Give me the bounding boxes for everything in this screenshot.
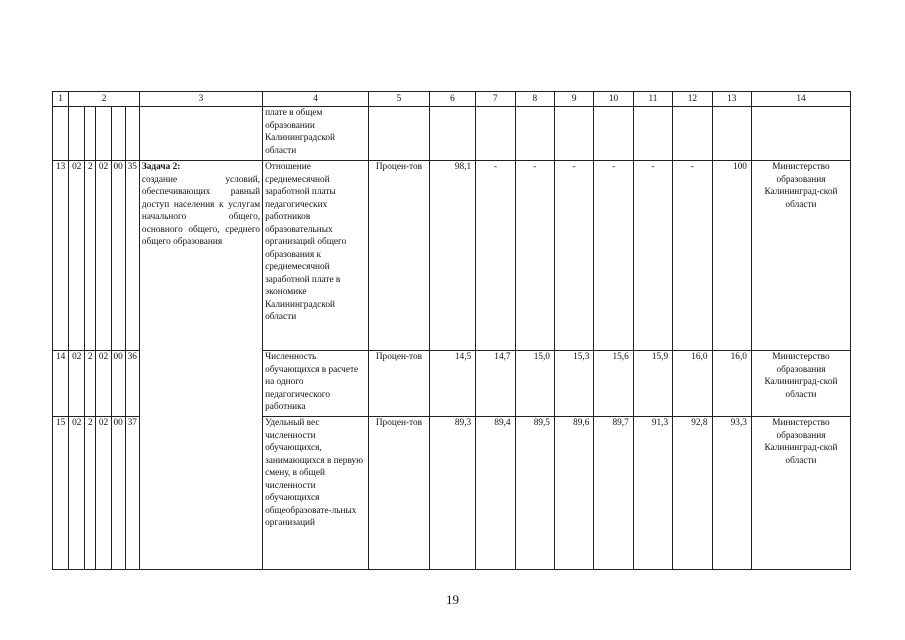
value-cell: 92,8 xyxy=(673,417,712,570)
code-cell: 37 xyxy=(125,417,139,570)
indicator-cell: Удельный вес численности обучающихся, занимающихся в первую смену, в общей численности обучающихся общеобразовате-льных организаций xyxy=(263,417,369,570)
value-cell: 89,7 xyxy=(594,417,633,570)
indicators-table xyxy=(52,91,851,570)
indicator-cell: Численность обучающихся в расчете на одного педагогического работника xyxy=(263,351,369,417)
value-cell: - xyxy=(673,161,712,351)
value-cell: 91,3 xyxy=(633,417,672,570)
code-cell: 36 xyxy=(125,351,139,417)
value-cell: 16,0 xyxy=(673,351,712,417)
value-cell: 15,6 xyxy=(594,351,633,417)
value-cell: 89,5 xyxy=(515,417,554,570)
value-cell: 93,3 xyxy=(712,417,751,570)
value-cell: - xyxy=(476,161,515,351)
code-cell: 00 xyxy=(111,161,125,351)
unit-cell: Процен-тов xyxy=(369,351,430,417)
indicator-cell: плате в общем образовании Калининградской области xyxy=(263,107,369,161)
header-cell: 14 xyxy=(751,92,850,107)
header-cell: 13 xyxy=(712,92,751,107)
header-cell: 1 xyxy=(53,92,69,107)
code-cell: 2 xyxy=(85,351,96,417)
code-cell: 02 xyxy=(96,351,111,417)
code-cell: 00 xyxy=(111,351,125,417)
value-cell: - xyxy=(554,161,593,351)
header-cell: 8 xyxy=(515,92,554,107)
code-cell: 02 xyxy=(96,417,111,570)
value-cell: - xyxy=(515,161,554,351)
value-cell: 98,1 xyxy=(429,161,475,351)
value-cell: - xyxy=(594,161,633,351)
value-cell: 15,0 xyxy=(515,351,554,417)
value-cell: 15,3 xyxy=(554,351,593,417)
header-row xyxy=(53,92,851,107)
header-cell: 10 xyxy=(594,92,633,107)
header-cell: 3 xyxy=(139,92,262,107)
code-cell: 02 xyxy=(69,161,85,351)
value-cell: 89,6 xyxy=(554,417,593,570)
code-cell: 2 xyxy=(85,161,96,351)
unit-cell: Процен-тов xyxy=(369,161,430,351)
code-cell: 2 xyxy=(85,417,96,570)
value-cell: - xyxy=(633,161,672,351)
row-number: 14 xyxy=(53,351,69,417)
header-cell: 6 xyxy=(429,92,475,107)
table-row-continuation xyxy=(53,107,851,161)
value-cell: 89,3 xyxy=(429,417,475,570)
value-cell: 14,5 xyxy=(429,351,475,417)
task-cell xyxy=(139,161,262,570)
header-cell: 11 xyxy=(633,92,672,107)
ministry-cell: Министерство образования Калининград-ской области xyxy=(751,351,850,417)
ministry-cell: Министерство образования Калининград-ской области xyxy=(751,161,850,351)
value-cell: 100 xyxy=(712,161,751,351)
code-cell: 02 xyxy=(69,351,85,417)
unit-cell: Процен-тов xyxy=(369,417,430,570)
value-cell: 16,0 xyxy=(712,351,751,417)
value-cell: 14,7 xyxy=(476,351,515,417)
row-number: 15 xyxy=(53,417,69,570)
task-title: Задача 2: xyxy=(141,162,181,172)
value-cell: 15,9 xyxy=(633,351,672,417)
code-cell: 02 xyxy=(69,417,85,570)
header-cell: 5 xyxy=(369,92,430,107)
code-cell: 00 xyxy=(111,417,125,570)
header-cell: 7 xyxy=(476,92,515,107)
value-cell: 89,4 xyxy=(476,417,515,570)
row-number: 13 xyxy=(53,161,69,351)
task-text: создание условий, обеспечивающих равный доступ населения к услугам начального общего, основного общего, среднего общего образования xyxy=(141,174,261,247)
page-number: 19 xyxy=(446,592,459,607)
ministry-cell: Министерство образования Калининград-ской области xyxy=(751,417,850,570)
header-cell: 9 xyxy=(554,92,593,107)
code-cell: 35 xyxy=(125,161,139,351)
header-cell: 4 xyxy=(263,92,369,107)
indicator-cell: Отношение среднемесячной заработной платы педагогических работников образовательных организаций общего образования к среднемесячной заработной плате в экономике Калининградской области xyxy=(263,161,369,351)
header-cell: 2 xyxy=(69,92,140,107)
table-row xyxy=(53,161,851,351)
header-cell: 12 xyxy=(673,92,712,107)
code-cell: 02 xyxy=(96,161,111,351)
